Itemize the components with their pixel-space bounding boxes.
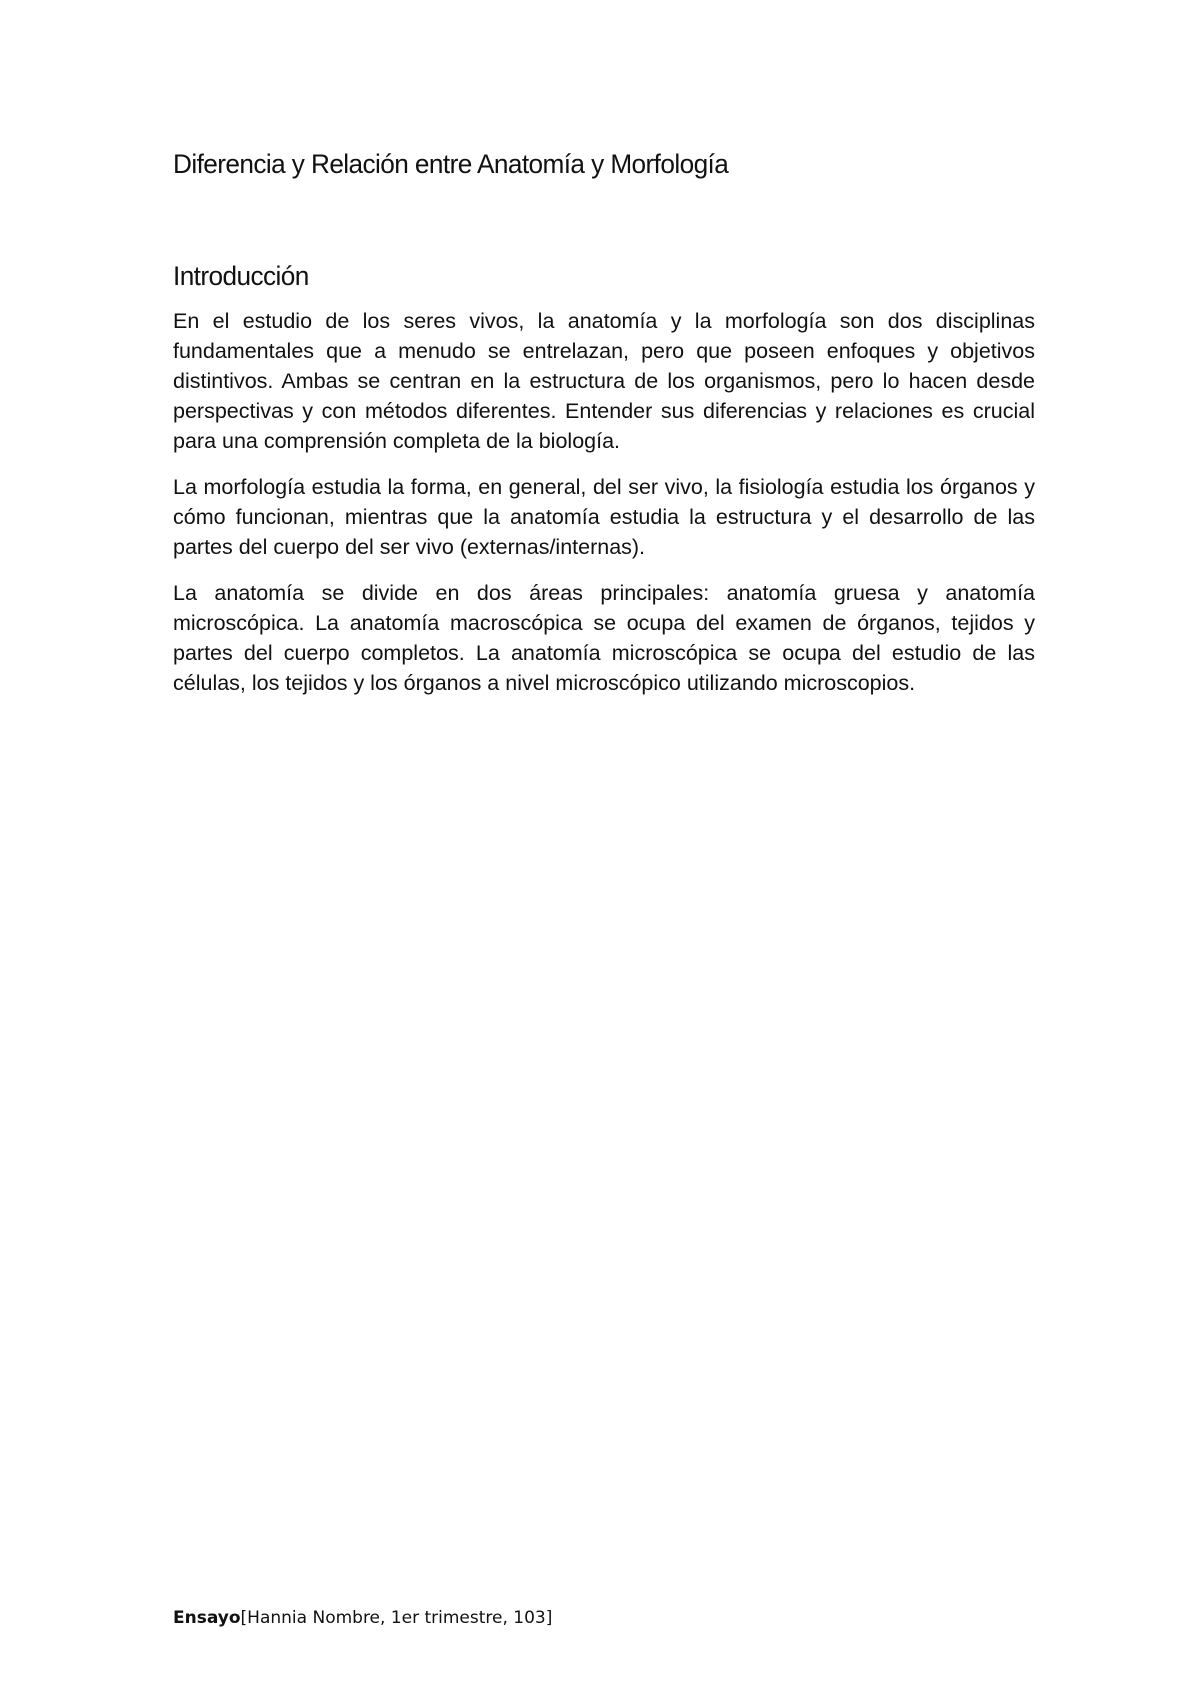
footer-details: [Hannia Nombre, 1er trimestre, 103] bbox=[240, 1608, 553, 1628]
document-title: Diferencia y Relación entre Anatomía y Morfología bbox=[173, 149, 729, 179]
document-content bbox=[173, 142, 1035, 714]
page-footer bbox=[173, 1608, 552, 1628]
paragraph-2: La morfología estudia la forma, en general, del ser vivo, la fisiología estudia los órganos y cómo funcionan, mientras que la anatomía estudia la estructura y el desarrollo de las partes del cuerpo del ser vivo (externas/internas). bbox=[173, 475, 1035, 559]
paragraph-1: En el estudio de los seres vivos, la anatomía y la morfología son dos disciplinas fundamentales que a menudo se entrelazan, pero que poseen enfoques y objetivos distintivos. Ambas se centran en la estructura de los organismos, pero lo hacen desde perspectivas y con métodos diferentes. Entender sus diferencias y relaciones es crucial para una comprensión completa de la biología. bbox=[173, 309, 1035, 453]
paragraph-3: La anatomía se divide en dos áreas principales: anatomía gruesa y anatomía microscópica. La anatomía macroscópica se ocupa del examen de órganos, tejidos y partes del cuerpo completos. La anatomía microscópica se ocupa del estudio de las células, los tejidos y los órganos a nivel microscópico utilizando microscopios. bbox=[173, 581, 1035, 695]
footer-label: Ensayo bbox=[173, 1608, 241, 1628]
section-heading-introduccion: Introducción bbox=[173, 261, 309, 291]
